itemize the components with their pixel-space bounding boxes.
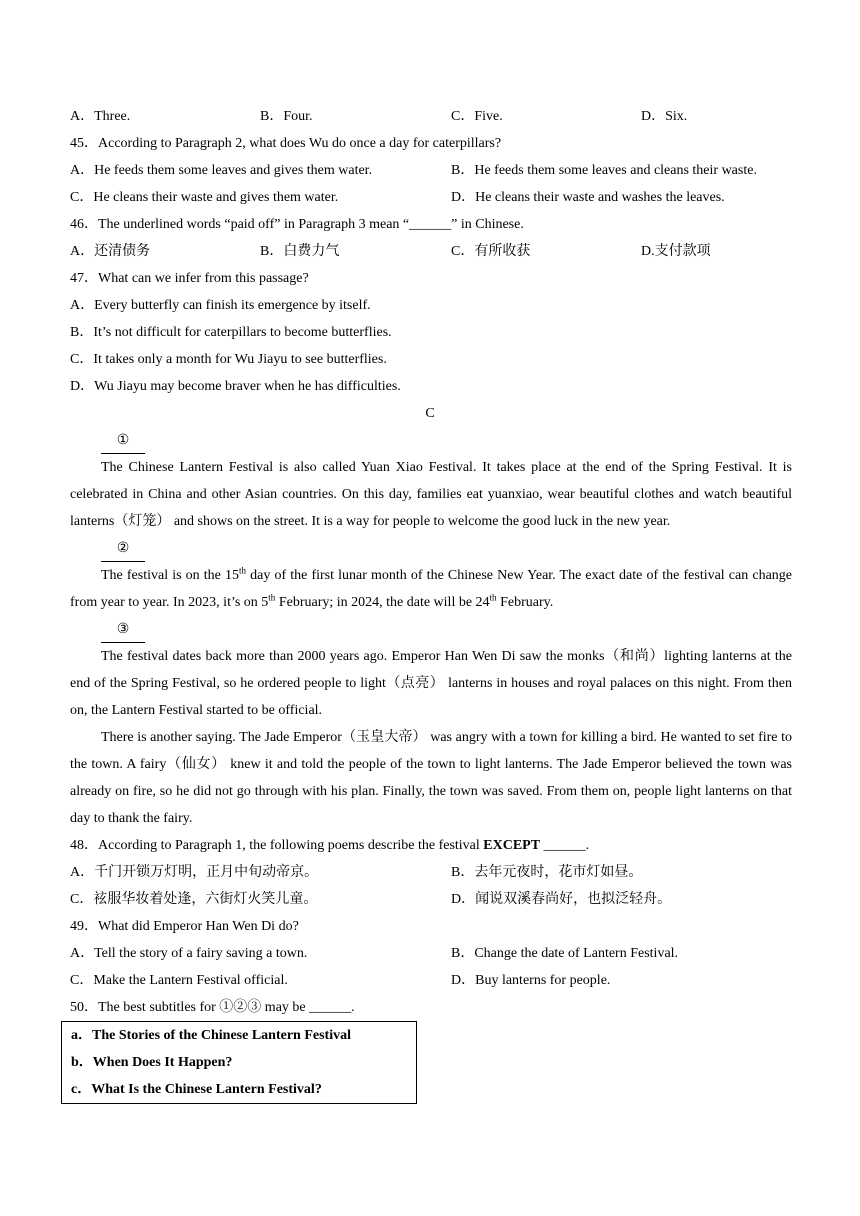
section-heading: C xyxy=(425,406,435,421)
q45-option-d[interactable]: D．He cleans their waste and washes the leaves. xyxy=(451,190,725,205)
passage-paragraph-4: There is another saying. The Jade Emperor（玉皇大帝） was angry with a town for killing a bird. He wanted to set fire to the town. A fairy（仙女） knew it and told the people of the town to light lanterns. The Jade Emperor believed the town was already on fire, so he did not go through with his plan. Finally, the town was saved. From them on, people light lanterns on that day to thank the fairy. xyxy=(70,730,792,826)
subtitle-blank-3: ③ xyxy=(101,616,145,643)
q49-option-a[interactable]: A．Tell the story of a fairy saving a town. xyxy=(70,946,308,961)
subtitle-option-a: a．The Stories of the Chinese Lantern Festival xyxy=(71,1028,351,1043)
subtitle-option-c: c．What Is the Chinese Lantern Festival? xyxy=(71,1082,322,1097)
q46-options xyxy=(70,238,792,265)
q48-option-c[interactable]: C．袨服华妆着处逢，六街灯火笑儿童。 xyxy=(70,892,318,907)
passage-paragraph-1: The Chinese Lantern Festival is also called Yuan Xiao Festival. It takes place at the end of the Spring Festival. It is celebrated in China and other Asian countries. On this day, families eat yuanxiao, wear beautiful clothes and watch beautiful lanterns（灯笼） and shows on the street. It is a way for people to welcome the good luck in the new year. xyxy=(70,460,792,529)
q49-options-row2 xyxy=(70,967,792,994)
q48-stem: 48．According to Paragraph 1, the following poems describe the festival EXCEPT ______. xyxy=(70,838,590,853)
q48-option-d[interactable]: D．闻说双溪春尚好，也拟泛轻舟。 xyxy=(451,892,672,907)
q45-options-row2 xyxy=(70,184,792,211)
q45-option-c[interactable]: C．He cleans their waste and gives them water. xyxy=(70,190,339,205)
q46-option-c[interactable]: C．有所收获 xyxy=(451,244,531,259)
q47-option-a[interactable]: A．Every butterfly can finish its emergence by itself. xyxy=(70,298,371,313)
q45-stem: 45．According to Paragraph 2, what does Wu do once a day for caterpillars? xyxy=(70,136,502,151)
q47-stem: 47．What can we infer from this passage? xyxy=(70,271,309,286)
q49-option-b[interactable]: B．Change the date of Lantern Festival. xyxy=(451,946,679,961)
q47-option-c[interactable]: C．It takes only a month for Wu Jiayu to see butterflies. xyxy=(70,352,387,367)
q46-option-b[interactable]: B．白费力气 xyxy=(260,244,340,259)
q45-option-a[interactable]: A．He feeds them some leaves and gives them water. xyxy=(70,163,373,178)
q48-option-a[interactable]: A．千门开锁万灯明，正月中旬动帝京。 xyxy=(70,865,319,880)
q46-option-a[interactable]: A．还清债务 xyxy=(70,244,151,259)
q45-options-row1 xyxy=(70,157,792,184)
q44-option-d[interactable]: D．Six. xyxy=(641,109,688,124)
subtitle-blank-1: ① xyxy=(101,427,145,454)
q47-option-d[interactable]: D．Wu Jiayu may become braver when he has difficulties. xyxy=(70,379,401,394)
q44-option-c[interactable]: C．Five. xyxy=(451,109,503,124)
q49-option-d[interactable]: D．Buy lanterns for people. xyxy=(451,973,611,988)
q45-option-b[interactable]: B．He feeds them some leaves and cleans their waste. xyxy=(451,163,757,178)
q50-stem: 50．The best subtitles for ①②③ may be ______. xyxy=(70,1000,355,1015)
q44-options xyxy=(70,103,792,130)
q47-option-b[interactable]: B．It’s not difficult for caterpillars to become butterflies. xyxy=(70,325,392,340)
subtitle-blank-2: ② xyxy=(101,535,145,562)
q46-stem: 46．The underlined words “paid off” in Paragraph 3 mean “______” in Chinese. xyxy=(70,217,524,232)
q48-options-row2 xyxy=(70,886,792,913)
q48-options-row1 xyxy=(70,859,792,886)
q49-options-row1 xyxy=(70,940,792,967)
q49-option-c[interactable]: C．Make the Lantern Festival official. xyxy=(70,973,288,988)
q48-option-b[interactable]: B．去年元夜时，花市灯如昼。 xyxy=(451,865,643,880)
q44-option-b[interactable]: B．Four. xyxy=(260,109,313,124)
q49-stem: 49．What did Emperor Han Wen Di do? xyxy=(70,919,299,934)
subtitle-option-b: b．When Does It Happen? xyxy=(71,1055,233,1070)
q44-option-a[interactable]: A．Three. xyxy=(70,109,131,124)
passage-paragraph-2: The festival is on the 15th day of the first lunar month of the Chinese New Year. The exact date of the festival can change from year to year. In 2023, it’s on 5th February; in 2024, the date will be 24th February. xyxy=(70,565,792,610)
q46-option-d[interactable]: D.支付款项 xyxy=(641,244,711,259)
subtitle-options-box xyxy=(61,1021,417,1104)
passage-paragraph-3: The festival dates back more than 2000 years ago. Emperor Han Wen Di saw the monks（和尚）lighting lanterns at the end of the Spring Festival, so he ordered people to light（点亮） lanterns in houses and royal palaces on this night. From then on, the Lantern Festival started to be official. xyxy=(70,649,792,718)
